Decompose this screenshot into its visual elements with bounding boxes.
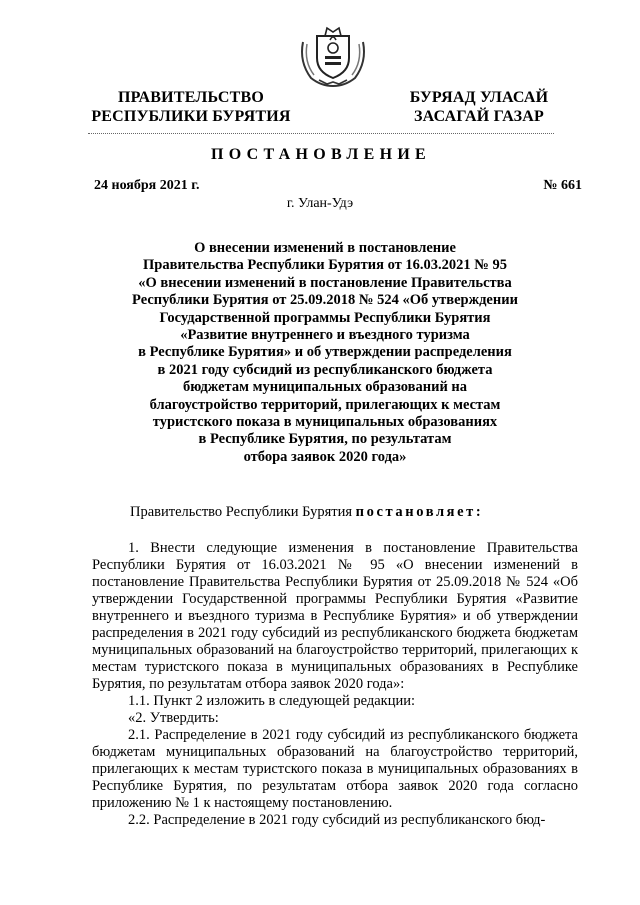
heading-line: О внесении изменений в постановление xyxy=(194,240,456,256)
heading-line: Правительства Республики Бурятия от 16.03.2021 № 95 xyxy=(143,257,507,274)
heading-line: в Республике Бурятия, по результатам xyxy=(198,431,452,448)
document-number: № 661 xyxy=(543,178,582,193)
heading-line: «О внесении изменений в постановление Правительства xyxy=(138,274,512,291)
heading-line: в Республике Бурятия» и об утверждении распределения xyxy=(138,344,512,361)
header-left-line1: ПРАВИТЕЛЬСТВО xyxy=(117,89,265,106)
header-right xyxy=(384,88,574,126)
document-city: г. Улан-Удэ xyxy=(286,196,354,211)
decree-intro: Правительство Республики Бурятия xyxy=(130,504,353,520)
header-right-line1: БУРЯАД УЛАСАЙ xyxy=(409,89,549,106)
header-right-line2: ЗАСАГАЙ ГАЗАР xyxy=(414,108,544,125)
heading-line: бюджетам муниципальных образований на xyxy=(182,379,468,396)
heading-line: Республики Бурятия от 25.09.2018 № 524 «Об утверждении xyxy=(132,292,518,309)
paragraph: «2. Утвердить: xyxy=(128,710,219,726)
paragraph: 2.2. Распределение в 2021 году субсидий из республиканского бюд- xyxy=(128,812,546,828)
header-divider xyxy=(88,133,554,134)
document-body xyxy=(92,540,578,829)
heading-line: благоустройство территорий, прилегающих к местам xyxy=(149,396,501,413)
paragraph: 2.1. Распределение в 2021 году субсидий из республиканского бюджета бюджетам муниципальных образований на благоустройство территорий, прилегающих к местам туристского показа в муниципальных образованиях в Республике Бурятия, по результатам отбора заявок 2020 года согласно приложению № 1 к настоящему постановлению. xyxy=(92,727,578,811)
coat-of-arms-icon xyxy=(297,22,369,88)
document-type: ПОСТАНОВЛЕНИЕ xyxy=(210,146,432,163)
paragraph: 1.1. Пункт 2 изложить в следующей редакции: xyxy=(128,693,416,709)
heading-line: отбора заявок 2020 года» xyxy=(243,448,407,465)
heading-line: Государственной программы Республики Бурятия xyxy=(159,309,491,326)
header-left xyxy=(86,88,296,126)
paragraph: 1. Внести следующие изменения в постановление Правительства Республики Бурятия от 16.03.2021 № 95 «О внесении изменений в постановление Правительства Республики Бурятия от 25.09.2018 № 524 «Об утверждении Государственной программы Республики Бурятия «Развитие внутреннего и въездного туризма в Республике Бурятия» и об утверждении распределения в 2021 году субсидий из республиканского бюджета бюджетам муниципальных образований на благоустройство территорий, прилегающих к местам туристского показа в муниципальных образованиях в Республике Бурятия, по результатам отбора заявок 2020 года»: xyxy=(92,540,578,692)
document-date: 24 ноября 2021 г. xyxy=(94,178,200,193)
heading-line: в 2021 году субсидий из республиканского бюджета xyxy=(157,361,493,378)
decree-line xyxy=(130,504,483,521)
decree-word: постановляет: xyxy=(355,504,484,520)
document-heading xyxy=(110,240,540,466)
heading-line: «Развитие внутреннего и въездного туризма xyxy=(180,327,470,344)
header-left-line2: РЕСПУБЛИКИ БУРЯТИЯ xyxy=(91,108,291,125)
heading-line: туристского показа в муниципальных образованиях xyxy=(152,414,498,431)
